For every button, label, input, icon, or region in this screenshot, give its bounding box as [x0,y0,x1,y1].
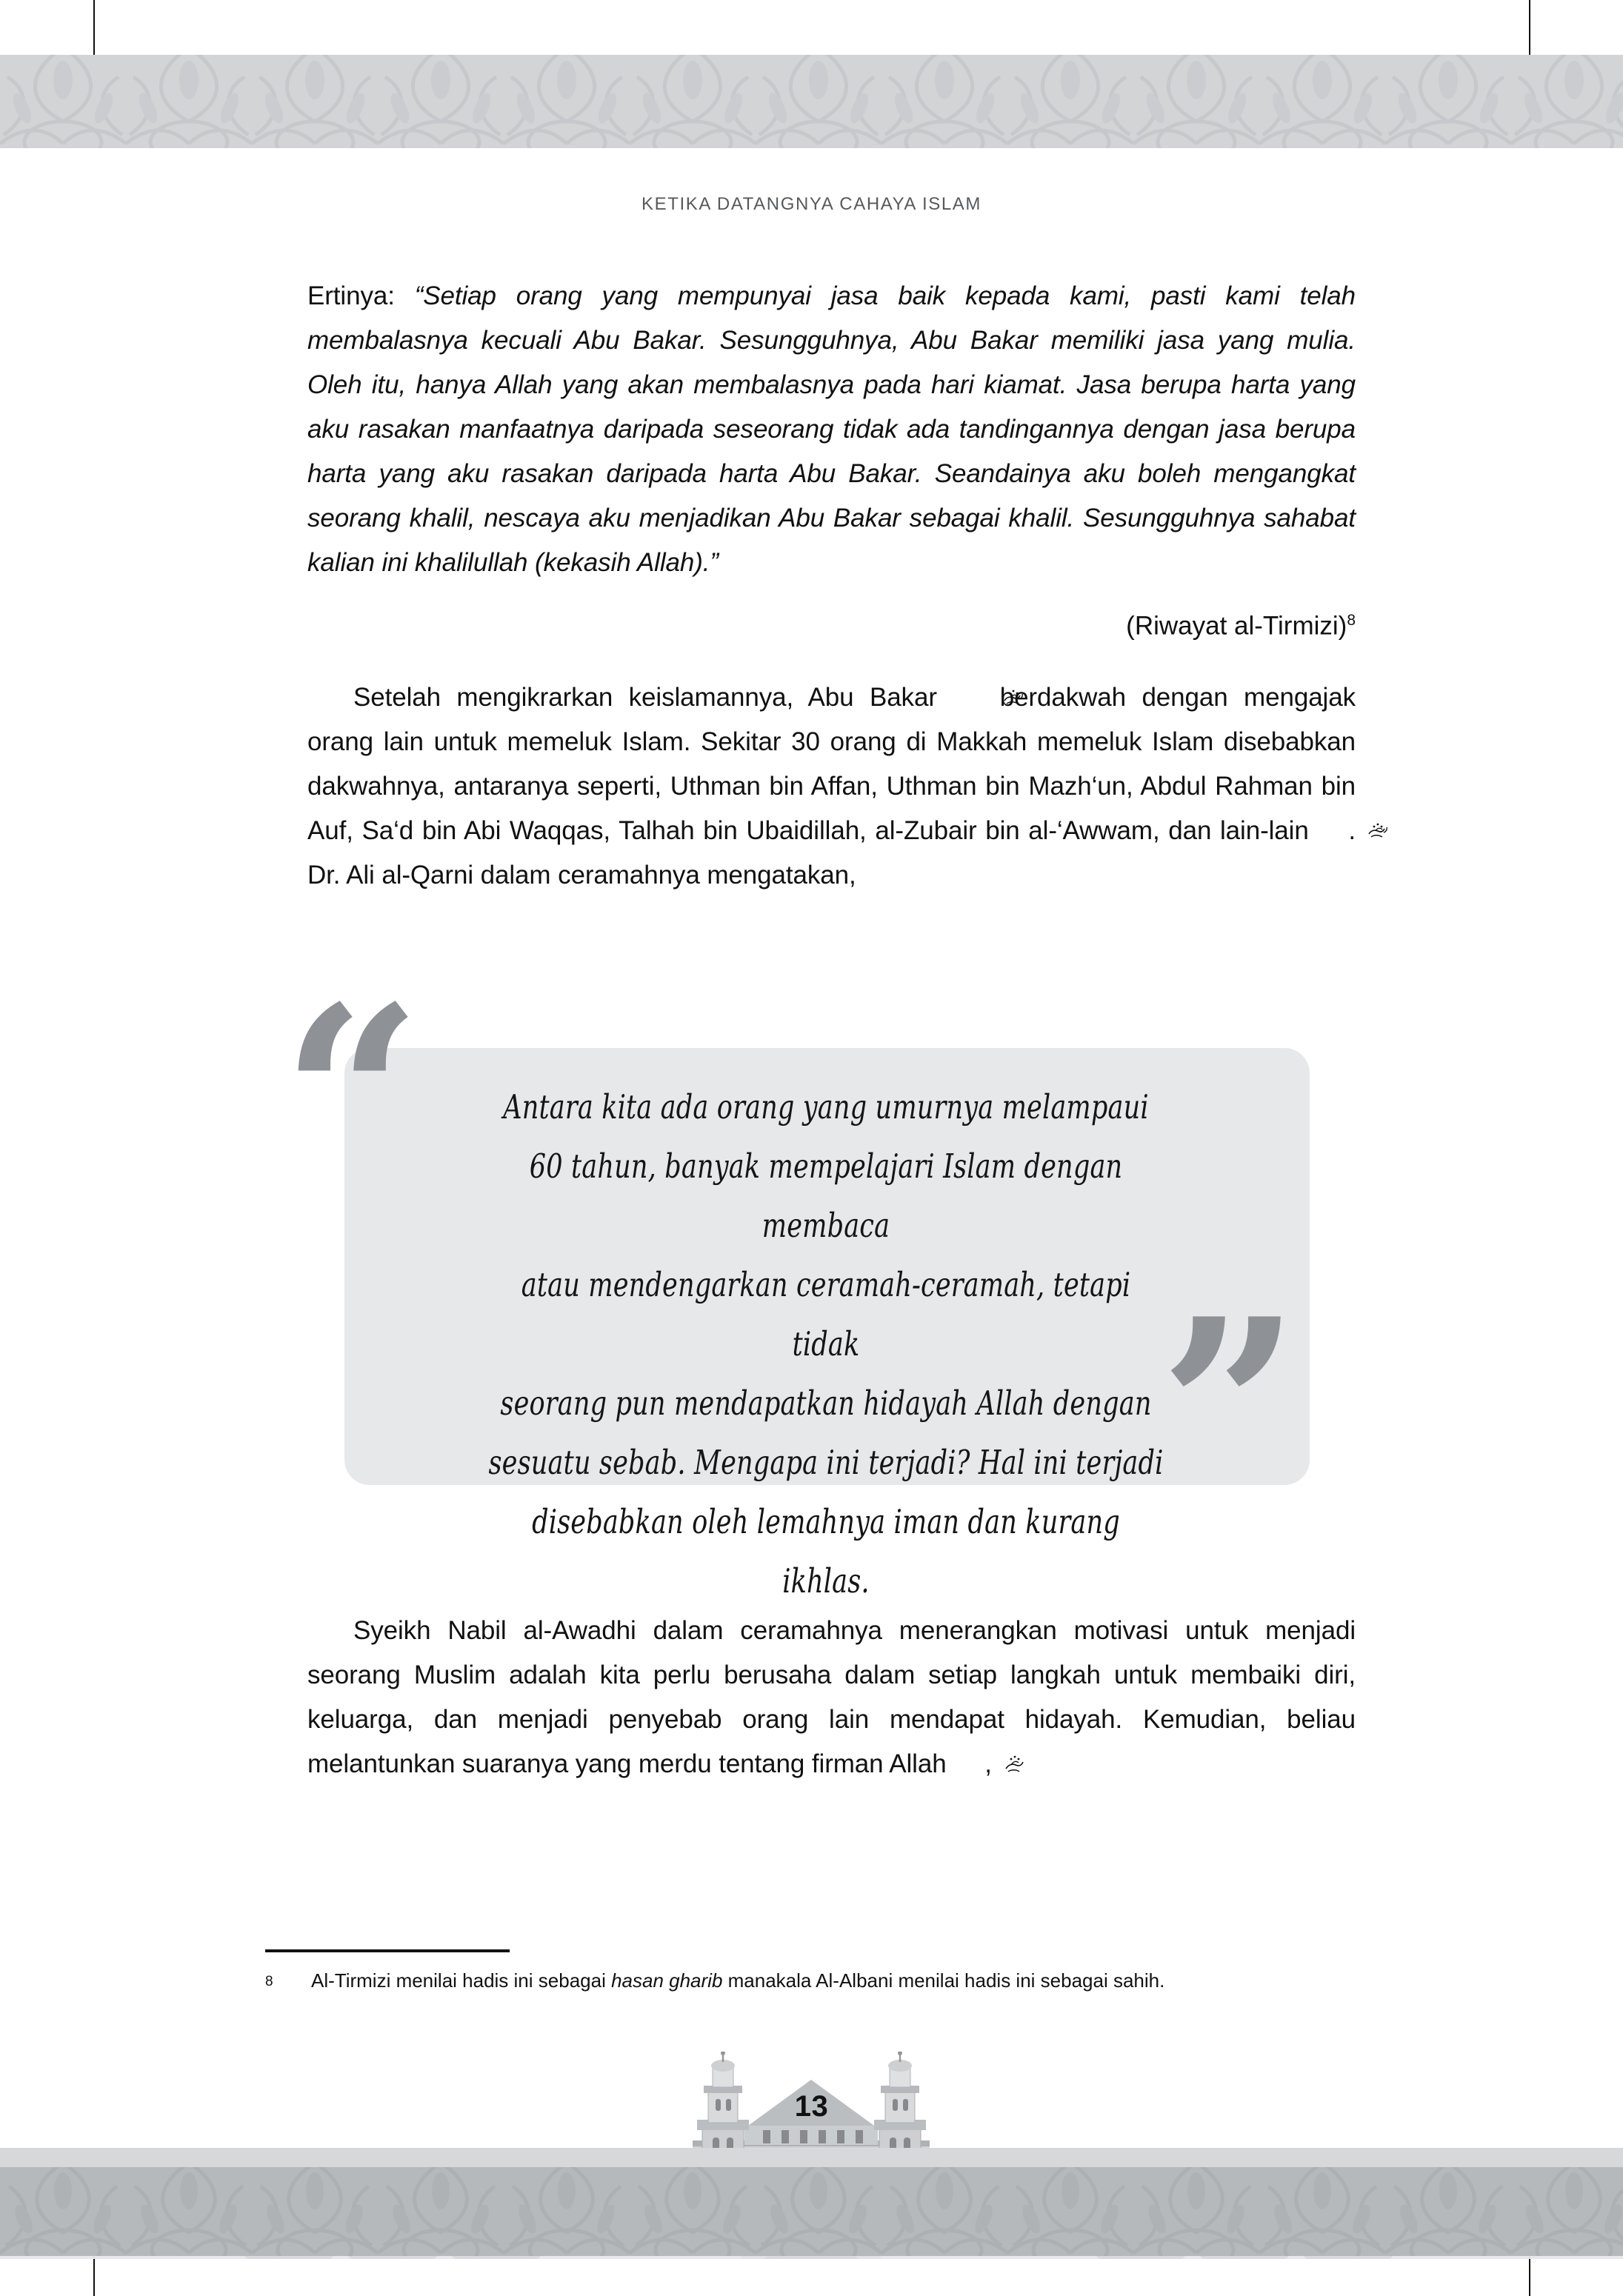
body-paragraph-1-container [307,675,1356,898]
page-number: 13 [794,2090,829,2123]
paragraph-2-part-b: , [984,1749,992,1778]
subhanahu-wa-taala-icon [956,1746,982,1771]
pullquote-line: atau mendengarkan ceramah-ceramah, tetapi tidak [521,1265,1131,1364]
ornamental-band-top [0,55,1623,148]
pullquote-line: seorang pun mendapatkan hidayah Allah dengan [500,1384,1152,1423]
pullquote-line: sesuatu sebab. Mengapa ini terjadi? Hal ini terjadi [488,1443,1164,1482]
radiyallahu-anhu-icon [956,679,981,704]
footnote-text-before: Al-Tirmizi menilai hadis ini sebagai [311,1969,612,1992]
pullquote-line: 60 tahun, banyak mempelajari Islam dengan membaca [529,1147,1123,1245]
body-paragraph-1 [307,675,1356,898]
paragraph-1-part-a: Setelah mengikrarkan keislamannya, Abu Bakar [353,683,953,712]
hadith-translation-block [307,274,1356,585]
paragraph-1-part-b: berdakwah dengan mengajak orang lain untuk memeluk Islam. Sekitar 30 orang di Makkah memeluk Islam disebabkan dakwahnya, antaranya seperti, Uthman bin Affan, Uthman bin Mazh‘un, Abdul Rahman bin Auf, Sa‘d bin Abi Waqqas, Talhah bin Ubaidillah, al-Zubair bin al-‘Awwam, dan lain-lain [307,683,1356,845]
attribution-footnote-marker: 8 [1347,612,1356,629]
pullquote-line: Antara kita ada orang yang umurnya melampaui [503,1087,1149,1127]
running-head: KETIKA DATANGNYA CAHAYA ISLAM [641,194,982,214]
honorific-glyph-svg-3 [1002,1751,1027,1776]
damask-pattern-bottom-light [0,2148,1623,2169]
hadith-quote-text: “Setiap orang yang mempunyai jasa baik kepada kami, pasti kami telah membalasnya kecuali Abu Bakar. Sesungguhnya, Abu Bakar memiliki jasa yang mulia. Oleh itu, hanya Allah yang akan membalasnya pada hari kiamat. Jasa berupa harta yang aku rasakan manfaatnya daripada seseorang tidak ada tandingannya dengan jasa berupa harta yang aku rasakan daripada harta Abu Bakar. Seandainya aku boleh mengangkat seorang khalil, nescaya aku menjadikan Abu Bakar sebagai khalil. Sesungguhnya sahabat kalian ini khalilullah (kekasih Allah).” [307,281,1356,577]
quote-open-icon: “ [281,952,422,1240]
attribution-source: (Riwayat al-Tirmizi) [1126,611,1347,641]
quote-close-icon: ” [1159,1265,1300,1552]
footnote-text-after: manakala Al-Albani menilai hadis ini sebagai sahih. [722,1969,1165,1992]
pullquote-line: disebabkan oleh lemahnya iman dan kurang ikhlas. [532,1502,1120,1601]
pullquote-text [485,1078,1167,1611]
footnote-block [265,1964,1362,1997]
body-paragraph-2-container [307,1609,1356,1786]
footnote-italic-term: hasan gharib [611,1969,723,1992]
honorific-glyph-svg-2 [1366,818,1391,843]
ornamental-band-bottom [0,2167,1623,2256]
paragraph-2-part-a: Syeikh Nabil al-Awadhi dalam ceramahnya menerangkan motivasi untuk menjadi seorang Muslim adalah kita perlu berusaha dalam setiap langkah untuk membaiki diri, keluarga, dan menjadi penyebab orang lain mendapat hidayah. Kemudian, beliau melantunkan suaranya yang merdu tentang firman Allah [307,1616,1356,1778]
hadith-lead-label: Ertinya: [307,281,415,310]
body-paragraph-2 [307,1609,1356,1786]
hadith-attribution [307,601,1356,646]
footnote-separator-rule [265,1949,510,1952]
hadith-paragraph [307,274,1356,585]
footnote-number: 8 [265,1974,273,1989]
radiyallahu-anhum-icon [1320,812,1345,838]
footnote-text [311,1964,1362,1997]
damask-pattern-bottom [0,2167,1623,2256]
ornamental-band-bottom-light [0,2148,1623,2169]
pullquote-block [281,952,1356,1601]
paragraph-1-part-c: . Dr. Ali al-Qarni dalam ceramahnya mengatakan, [307,816,1356,890]
damask-pattern-top [0,55,1623,148]
